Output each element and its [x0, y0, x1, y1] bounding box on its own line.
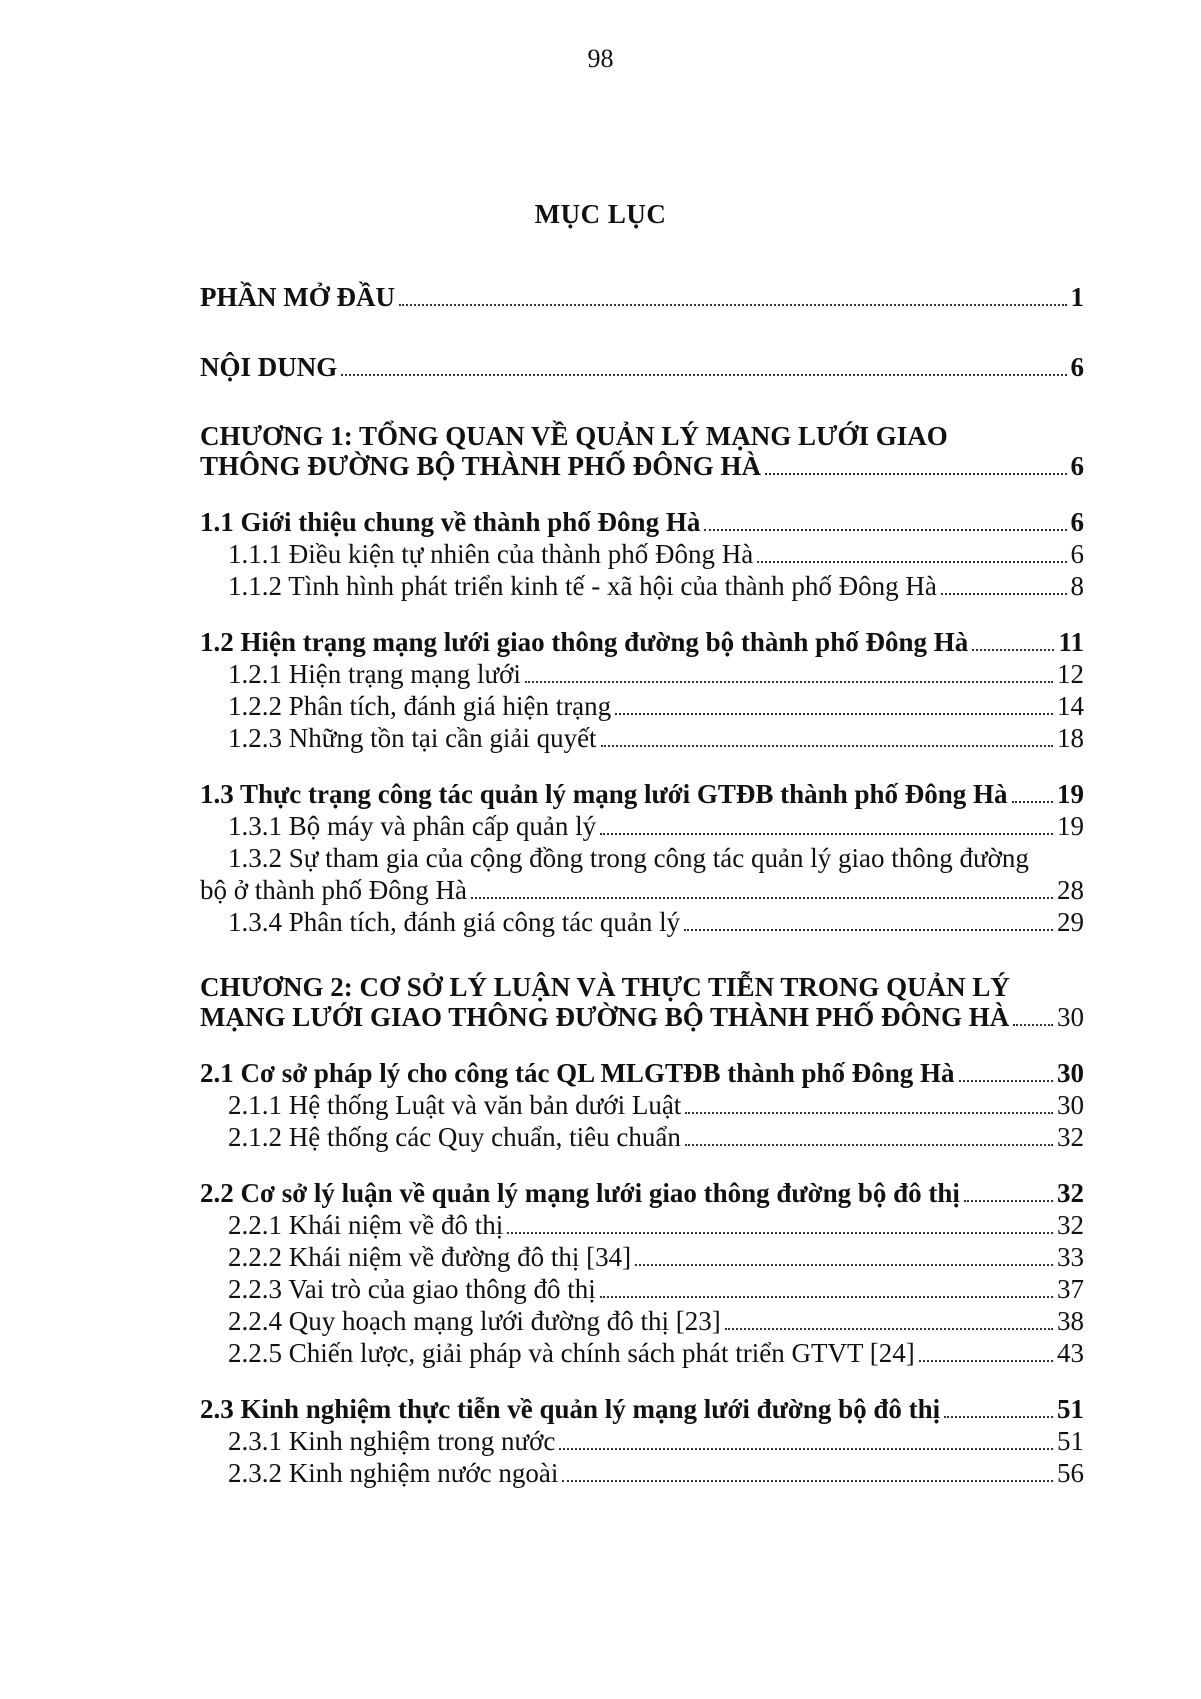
toc-entry-section[interactable] [200, 1057, 1084, 1089]
toc-entry-label: NỘI DUNG [200, 352, 338, 382]
dot-leader [559, 1448, 1053, 1450]
toc-entry-page: 6 [1070, 451, 1084, 481]
toc-entry-subsection[interactable] [200, 690, 1084, 722]
toc-entry-page: 6 [1070, 539, 1084, 569]
toc-entry-subsection[interactable] [200, 1209, 1084, 1241]
toc-entry-subsection[interactable] [200, 1337, 1084, 1369]
toc-entry-page: 38 [1057, 1306, 1084, 1336]
toc-entry-label: 1.2.1 Hiện trạng mạng lưới [228, 659, 521, 689]
toc-entry-label: 2.2.1 Khái niệm về đô thị [228, 1210, 504, 1240]
toc-entry-label: 1.1 Giới thiệu chung về thành phố Đông Hà [200, 507, 701, 537]
toc-entry-page: 33 [1057, 1242, 1084, 1272]
dot-leader [562, 1480, 1053, 1482]
dot-leader [765, 473, 1066, 475]
toc-entry-subsection[interactable] [200, 1241, 1084, 1273]
dot-leader [507, 1232, 1053, 1234]
toc-entry-label: 2.2.4 Quy hoạch mạng lưới đường đô thị [23] [228, 1306, 721, 1336]
toc-entry-page: 51 [1057, 1426, 1084, 1456]
toc-entry-label-line1: 1.3.2 Sự tham gia của cộng đồng trong công tác quản lý giao thông đường [228, 843, 1029, 873]
toc-entry-label: 2.2.5 Chiến lược, giải pháp và chính sách phát triển GTVT [24] [228, 1338, 915, 1368]
dot-leader [600, 1296, 1053, 1298]
dot-leader [944, 1416, 1053, 1418]
toc-entry-page: 37 [1057, 1274, 1084, 1304]
toc-entry-page: 32 [1057, 1122, 1084, 1152]
dot-leader [341, 374, 1066, 376]
toc-entry-subsection[interactable] [200, 1273, 1084, 1305]
dot-leader [685, 1144, 1053, 1146]
dot-leader [1012, 801, 1053, 803]
toc-entry-page: 32 [1057, 1178, 1084, 1208]
toc-entry-section[interactable] [200, 626, 1084, 658]
toc-entry-subsection[interactable] [200, 810, 1084, 842]
toc-entry-label: 2.1 Cơ sở pháp lý cho công tác QL MLGTĐB thành phố Đông Hà [200, 1058, 955, 1088]
toc-entry-subsection[interactable] [200, 570, 1084, 602]
toc-entry-label-line2: MẠNG LƯỚI GIAO THÔNG ĐƯỜNG BỘ THÀNH PHỐ ĐÔNG HÀ [200, 1002, 1010, 1032]
dot-leader [919, 1360, 1053, 1362]
toc-entry-subsection[interactable] [200, 906, 1084, 938]
dot-leader [959, 1080, 1053, 1082]
toc-entry-page: 43 [1057, 1338, 1084, 1368]
toc-entry-label: 2.3.2 Kinh nghiệm nước ngoài [228, 1458, 559, 1488]
toc-entry-page: 28 [1057, 875, 1084, 905]
toc-entry-subsection[interactable] [200, 1089, 1084, 1121]
toc-entry-label: 1.3 Thực trạng công tác quản lý mạng lưới GTĐB thành phố Đông Hà [200, 779, 1008, 809]
dot-leader [600, 833, 1053, 835]
toc-entry-subsection[interactable] [200, 722, 1084, 754]
toc-entry-label: 1.1.2 Tình hình phát triển kinh tế - xã hội của thành phố Đông Hà [228, 571, 937, 601]
toc-entry-label: 2.2.3 Vai trò của giao thông đô thị [228, 1274, 596, 1304]
toc-entry-section[interactable] [200, 778, 1084, 810]
dot-leader [685, 1112, 1053, 1114]
toc-entry-label: 1.3.4 Phân tích, đánh giá công tác quản lý [228, 907, 681, 937]
toc-entry-label: 1.2.2 Phân tích, đánh giá hiện trạng [228, 691, 612, 721]
toc-entry-label: 1.3.1 Bộ máy và phân cấp quản lý [228, 811, 597, 841]
toc-entry-page: 19 [1057, 779, 1084, 809]
toc-entry-page: 51 [1057, 1394, 1084, 1424]
toc-group-1-3 [200, 778, 1084, 938]
toc-group-2-3 [200, 1393, 1084, 1489]
dot-leader [615, 713, 1053, 715]
toc-entry-page: 30 [1057, 1058, 1084, 1088]
toc-entry-page: 18 [1057, 723, 1084, 753]
toc-group-1-2 [200, 626, 1084, 754]
page-title: MỤC LỤC [534, 199, 667, 229]
toc-entry-label: 1.2.3 Những tồn tại cần giải quyết [228, 723, 597, 753]
toc-entry-section[interactable] [200, 1177, 1084, 1209]
toc-entry-page: 11 [1058, 627, 1084, 657]
toc-entry-page: 30 [1057, 1090, 1084, 1120]
toc-entry-label: 2.1.1 Hệ thống Luật và văn bản dưới Luật [228, 1090, 682, 1120]
toc-group-2-1 [200, 1057, 1084, 1153]
toc-entry-subsection[interactable] [200, 1121, 1084, 1153]
toc-entry-page: 19 [1057, 811, 1084, 841]
toc-group-2-2 [200, 1177, 1084, 1369]
dot-leader [635, 1264, 1053, 1266]
toc-entry-label: 2.2 Cơ sở lý luận về quản lý mạng lưới giao thông đường bộ đô thị [200, 1178, 960, 1208]
toc-entry-subsection[interactable] [200, 658, 1084, 690]
dot-leader [399, 304, 1067, 306]
toc-entry-page: 12 [1057, 659, 1084, 689]
dot-leader [941, 593, 1067, 595]
toc-entry-label-line2: bộ ở thành phố Đông Hà [200, 875, 467, 905]
dot-leader [757, 561, 1066, 563]
toc-group-1-1 [200, 506, 1084, 602]
toc-entry-page: 1 [1070, 282, 1084, 312]
toc-entry-page: 56 [1057, 1458, 1084, 1488]
toc-entry-page: 14 [1057, 691, 1084, 721]
table-of-contents [200, 281, 1084, 1513]
dot-leader [471, 897, 1053, 899]
toc-entry-label: 2.3 Kinh nghiệm thực tiễn về quản lý mạng lưới đường bộ đô thị [200, 1394, 941, 1424]
page-number: 98 [587, 44, 614, 73]
toc-entry-intro[interactable] [200, 281, 1084, 313]
toc-entry-label: 1.2 Hiện trạng mạng lưới giao thông đường bộ thành phố Đông Hà [200, 627, 969, 657]
dot-leader [972, 649, 1054, 651]
toc-entry-chapter-2[interactable] [200, 972, 1084, 1033]
toc-entry-page: 6 [1070, 352, 1084, 382]
dot-leader [1013, 1024, 1053, 1026]
toc-entry-label-line2: THÔNG ĐƯỜNG BỘ THÀNH PHỐ ĐÔNG HÀ [200, 451, 762, 481]
toc-entry-page: 32 [1057, 1210, 1084, 1240]
toc-entry-subsection[interactable] [200, 1305, 1084, 1337]
toc-entry-subsection[interactable] [200, 538, 1084, 570]
toc-entry-section[interactable] [200, 506, 1084, 538]
toc-entry-label: PHẦN MỞ ĐẦU [200, 282, 395, 312]
toc-entry-content[interactable] [200, 351, 1084, 383]
toc-entry-chapter-1[interactable] [200, 421, 1084, 482]
toc-entry-label-line1: CHƯƠNG 2: CƠ SỞ LÝ LUẬN VÀ THỰC TIỄN TRONG QUẢN LÝ [200, 972, 1010, 1002]
toc-entry-label: 2.1.2 Hệ thống các Quy chuẩn, tiêu chuẩn [228, 1122, 681, 1152]
toc-entry-label: 2.3.1 Kinh nghiệm trong nước [228, 1426, 556, 1456]
toc-entry-label-line1: CHƯƠNG 1: TỔNG QUAN VỀ QUẢN LÝ MẠNG LƯỚI GIAO [200, 421, 948, 451]
toc-entry-label: 1.1.1 Điều kiện tự nhiên của thành phố Đông Hà [228, 539, 754, 569]
toc-entry-page: 30 [1057, 1002, 1084, 1032]
dot-leader [725, 1328, 1053, 1330]
dot-leader [964, 1200, 1053, 1202]
dot-leader [704, 529, 1066, 531]
toc-entry-subsection[interactable] [200, 1425, 1084, 1457]
dot-leader [684, 929, 1053, 931]
toc-entry-section[interactable] [200, 1393, 1084, 1425]
toc-entry-page: 8 [1070, 571, 1084, 601]
toc-entry-subsection[interactable] [200, 1457, 1084, 1489]
dot-leader [525, 681, 1053, 683]
toc-entry-subsection[interactable] [200, 842, 1084, 906]
toc-entry-page: 29 [1057, 907, 1084, 937]
toc-entry-label: 2.2.2 Khái niệm về đường đô thị [34] [228, 1242, 632, 1272]
dot-leader [601, 745, 1053, 747]
toc-entry-page: 6 [1070, 507, 1084, 537]
